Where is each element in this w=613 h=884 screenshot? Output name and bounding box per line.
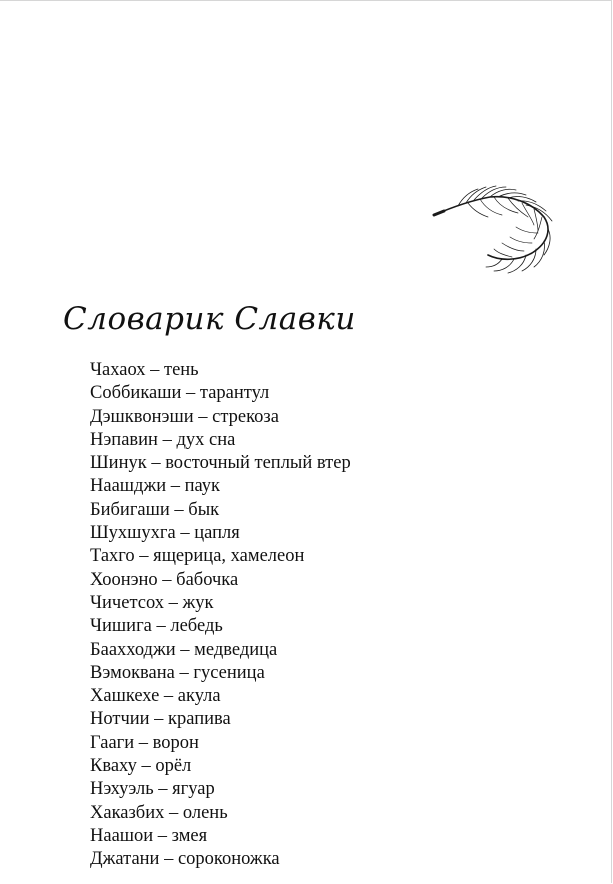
glossary-entry: Тахго – ящерица, хамелеон (90, 546, 305, 567)
glossary-entry: Хаказбих – олень (90, 802, 228, 823)
glossary-entry: Чишига – лебедь (90, 616, 223, 637)
glossary-entry: Баахходжи – медведица (90, 639, 278, 660)
glossary-entry: Кваху – орёл (90, 756, 192, 777)
feather-icon (428, 181, 556, 277)
glossary-entry: Чичетсох – жук (90, 592, 214, 613)
glossary-entry: Бибигаши – бык (90, 499, 220, 520)
glossary-entry: Шухшухга – цапля (90, 523, 240, 544)
glossary-entry: Чахаох – тень (90, 360, 199, 380)
glossary-entry: Наашои – змея (90, 825, 208, 846)
page-title: Словарик Славки (63, 301, 356, 337)
glossary-entry: Хашкехе – акула (90, 686, 221, 707)
glossary-entry: Нэхуэль – ягуар (90, 779, 215, 800)
glossary-entry: Хоонэно – бабочка (90, 569, 239, 590)
glossary-entry: Гааги – ворон (90, 732, 199, 753)
glossary-entry: Нотчии – крапива (90, 709, 231, 730)
glossary-entry: Дэшквонэши – стрекоза (90, 406, 279, 427)
glossary-entry: Наашджи – паук (90, 476, 221, 497)
glossary-entry: Джатани – сороконожка (90, 849, 280, 870)
glossary-entry: Соббикаши – тарантул (90, 383, 270, 404)
glossary-entry: Вэмоквана – гусеница (90, 662, 265, 683)
glossary-list (90, 359, 351, 872)
glossary-entry: Шинук – восточный теплый втер (90, 453, 351, 474)
glossary-entry: Нэпавин – дух сна (90, 429, 236, 450)
